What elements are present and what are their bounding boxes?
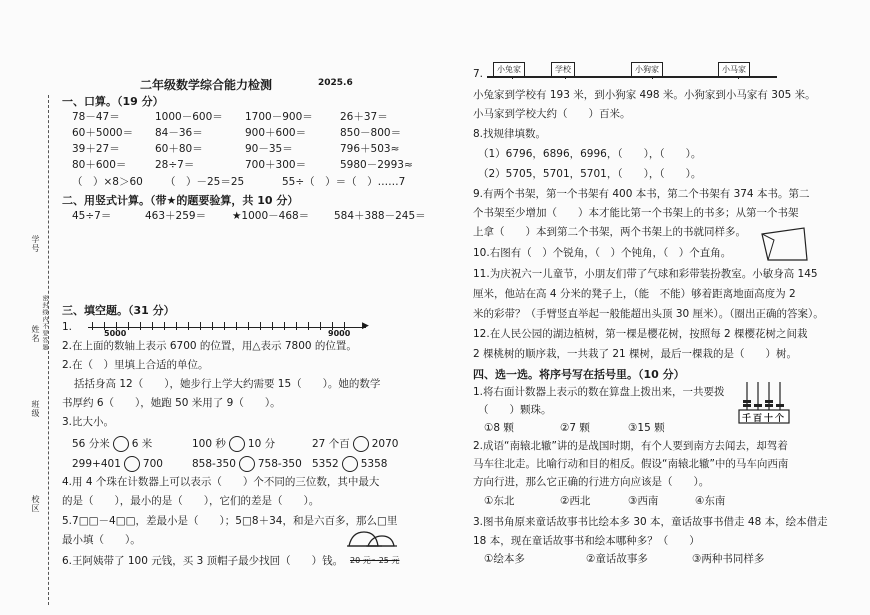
calc-item: 90－35＝ [245, 143, 293, 155]
place-box: 学校 [551, 62, 575, 77]
calc-item: 5980－2993≈ [340, 159, 413, 171]
calc-blank: （ ）－25＝25 [165, 176, 245, 188]
q11-line1: 11.为庆祝六一儿童节，小朋友们带了气球和彩带装扮教室。小敏身高 145 [473, 268, 818, 280]
calc-item: 850－800＝ [340, 127, 402, 139]
compare-circle[interactable] [239, 456, 255, 472]
q7-number: 7. [473, 68, 484, 80]
compare-right: 10 分 [247, 438, 276, 450]
calc-item: 78－47＝ [72, 111, 120, 123]
q5-line1: 5.7□□－4□□，差最小是（ ）；5□8＋34，和是六百多，那么□里 [62, 515, 398, 527]
q2-line1: 2.在（ ）里填上合适的单位。 [62, 359, 209, 371]
compare-left: 100 秒 [192, 438, 226, 450]
q4-line1: 4.用 4 个珠在计数器上可以表示（ ）个不同的三位数，其中最大 [62, 476, 380, 488]
calc-item: 39＋27＝ [72, 143, 120, 155]
compare-left: 858-350 [192, 458, 236, 470]
s4-q3-line1: 3.图书角原来童话故事书比绘本多 30 本，童话故事书借走 48 本，绘本借走 [473, 516, 828, 528]
vertical-calc-item: 463＋259＝ [145, 210, 207, 222]
calc-item: 1700－900＝ [245, 111, 313, 123]
section3-heading: 三、填空题。（31 分） [62, 304, 175, 317]
section1-heading: 一、口算。（19 分） [62, 95, 164, 108]
s4-q2-option: ④东南 [695, 495, 726, 507]
exam-page: 学号 姓名 班级 校区 密封线内不要答题 二年级数学综合能力检测 2025.6 一、口算。（19 分） 78－47＝ 1000－600＝ 1700－900＝ 26＋37＝ 60＋5000＝ 84－36＝ 900＋600＝ 850－800＝ 39＋27＝ 60＋80＝ 90－35＝ 796＋503≈ 80＋600＝ 28÷7＝ 700＋300＝ 5980－2993≈ （ ）×8＞60 （ ）－25＝25 55÷（ ）＝（ ）……7 二、用竖式计算。（带★的题要验算，共 10 分） 45÷7＝ 463＋259＝ ★1000－468＝ 584＋388－245＝ 三、填空题。（31 分） 1. ▶ 5000 9000 2.在上面的数轴上表示 6700 的位置，用△表示 7800 的位置。 2.在（ ）里填上合适的单位。 括括身高 12（ ），她步行上学大约需要 15（ ）。她的数学 书厚约 6（ ），她跑 50 米用了 9（ ）。 3.比大小。 56 分米 6 米 100 秒 10 分 27 个百 2070 299+401 700 858-350 758-350 5352 5358 4.用 4 个珠在计数器上可以表示（ ）个不同的三位数，其中最大 的是（ ），最小的是（ ），它们的差是（ ）。 5.7□□－4□□，差最小是（ ）；5□8＋34，和是六百多，那么□里 最小填（ ）。 6.王阿姨带了 100 元钱，买 3 顶帽子最少找回（ ）钱。 20 元～25 元 7. 小兔家 学校 小狗家 小马家 小兔家到学校有 193 米，到小狗家 498 米。小狗家到小马家有 305 米。 小马家到学校大约（ ）百米。 8.找规律填数。 （1）6796，6896，6996，（ ），（ ）。 （2）5705，5701，5701，（ ），（ ）。 9.有两个书架，第一个书架有 400 本书，第二个书架有 374 本书。第二 个书架至少增加（ ）本才能比第一个书架上的书多；从第一个书架 上拿（ ）本到第二个书架，两个书架上的书就同样多。 10.右图有（ ）个锐角，（ ）个钝角，（ ）个直角。 11.为庆祝六一儿童节，小朋友们带了气球和彩带装扮教室。小敏身高 145 厘米，他站在高 4 分米的凳子上，（能 不能）够着距离地面高度为 2 米的彩带？（手臂竖直举起一般能超出头顶 30 厘米）。（圈出正确的答案）。 12.在人民公园的湖边植树，第一棵是樱花树，按照每 2 棵樱花树之间栽 2 棵桃树的顺序栽，一共栽了 21 棵树，最后一棵栽的是（ ）树。 四、选一选。将序号写在括号里。（10 分） 1.将右面计数器上表示的数在算盘上拨出来，一共要拨 （ ）颗珠。 ①8 颗 ②7 颗 ③15 颗 千百十个 2.成语“南辕北辙”讲的是战国时期，有个人要到南方去闻去，却驾着 马车往北走。比喻行动和目的相反。假设“南辕北辙”中的马车向西南 方向行进，那么它正确的行进方向应该是（ ）。 ①东北 ②西北 ③西南 ④东南 3.图书角原来童话故事书比绘本多 30 本，童话故事书借走 48 本，绘本借走 18 本，现在童话故事书和绘本哪种多？（ ） ①绘本多 ②童话故事多 ③两种书同样多 [0, 0, 870, 615]
calc-item: 28÷7＝ [155, 159, 195, 171]
compare-left: 56 分米 [72, 438, 110, 450]
q2-line2: 括括身高 12（ ），她步行上学大约需要 15（ ）。她的数学 [74, 378, 381, 390]
q7-text2: 小马家到学校大约（ ）百米。 [473, 108, 631, 120]
binding-label-campus: 校区 [31, 495, 40, 513]
compare-right: 2070 [371, 438, 399, 450]
s4-q2-line3: 方向行进，那么它正确的行进方向应该是（ ）。 [473, 476, 710, 488]
s4-q1-line2: （ ）颗珠。 [478, 404, 552, 416]
compare-right: 700 [142, 458, 163, 470]
compare-item [72, 456, 163, 472]
s4-q1-option: ②7 颗 [560, 422, 590, 434]
compare-item [192, 456, 302, 472]
hat-icon [346, 528, 398, 554]
q9-line1: 9.有两个书架，第一个书架有 400 本书，第二个书架有 374 本书。第二 [473, 188, 810, 200]
q9-line2: 个书架至少增加（ ）本才能比第一个书架上的书多；从第一个书架 [473, 207, 799, 219]
compare-circle[interactable] [342, 456, 358, 472]
page-title: 二年级数学综合能力检测 [140, 78, 273, 92]
compare-right: 758-350 [257, 458, 302, 470]
calc-item: 80＋600＝ [72, 159, 127, 171]
binding-label-class: 班级 [31, 400, 40, 418]
calc-blank: 55÷（ ）＝（ ）……7 [282, 176, 406, 188]
place-box: 小马家 [718, 62, 750, 77]
s4-q3-option: ③两种书同样多 [692, 553, 765, 565]
s4-q1-line1: 1.将右面计数器上表示的数在算盘上拨出来，一共要拨 [473, 386, 725, 398]
s4-q2-option: ①东北 [484, 495, 515, 507]
compare-right: 5358 [360, 458, 388, 470]
compare-item [192, 436, 275, 452]
q1-number: 1. [62, 321, 73, 333]
q12-line2: 2 棵桃树的顺序栽，一共栽了 21 棵树，最后一棵栽的是（ ）树。 [473, 348, 798, 360]
compare-circle[interactable] [113, 436, 129, 452]
s4-q2-line2: 马车往北走。比喻行动和目的相反。假设“南辕北辙”中的马车向西南 [473, 458, 789, 470]
q11-line2: 厘米，他站在高 4 分米的凳子上，（能 不能）够着距离地面高度为 2 [473, 288, 796, 300]
q12-line1: 12.在人民公园的湖边植树，第一棵是樱花树，按照每 2 棵樱花树之间栽 [473, 328, 808, 340]
vertical-calc-item: 584＋388－245＝ [334, 210, 426, 222]
calc-item: 60＋80＝ [155, 143, 203, 155]
compare-right: 6 米 [131, 438, 153, 450]
section2-heading: 二、用竖式计算。（带★的题要验算，共 10 分） [62, 194, 299, 207]
compare-item [312, 456, 387, 472]
calc-item: 900＋600＝ [245, 127, 307, 139]
number-line-end-label: 9000 [328, 329, 351, 338]
compare-circle[interactable] [124, 456, 140, 472]
q1-instruction: 2.在上面的数轴上表示 6700 的位置，用△表示 7800 的位置。 [62, 340, 357, 352]
calc-item: 796＋503≈ [340, 143, 400, 155]
compare-item [72, 436, 152, 452]
calc-item: 60＋5000＝ [72, 127, 134, 139]
compare-left: 27 个百 [312, 438, 350, 450]
number-line-start-label: 5000 [104, 329, 127, 338]
place-box: 小兔家 [493, 62, 525, 77]
compare-circle[interactable] [353, 436, 369, 452]
calc-item: 84－36＝ [155, 127, 203, 139]
paper-shape-figure [760, 226, 810, 266]
s4-q2-line1: 2.成语“南辕北辙”讲的是战国时期，有个人要到南方去闻去，却驾着 [473, 440, 788, 452]
compare-item [312, 436, 398, 452]
binding-label-name: 姓名 [31, 325, 40, 343]
q4-line2: 的是（ ），最小的是（ ），它们的差是（ ）。 [62, 495, 320, 507]
q8-line3: （2）5705，5701，5701，（ ），（ ）。 [478, 168, 702, 180]
s4-q2-option: ③西南 [628, 495, 659, 507]
s4-q1-option: ③15 颗 [628, 422, 665, 434]
section4-heading: 四、选一选。将序号写在括号里。（10 分） [473, 368, 685, 381]
q11-line3: 米的彩带？（手臂竖直举起一般能超出头顶 30 厘米）。（圈出正确的答案）。 [473, 308, 824, 320]
abacus-place-labels: 千百十个 [742, 414, 787, 424]
place-box: 小狗家 [631, 62, 663, 77]
s4-q1-option: ①8 颗 [484, 422, 514, 434]
s4-q3-option: ①绘本多 [484, 553, 525, 565]
q10-text: 10.右图有（ ）个锐角，（ ）个钝角，（ ）个直角。 [473, 247, 732, 259]
q6-line1: 6.王阿姨带了 100 元钱，买 3 顶帽子最少找回（ ）钱。 [62, 555, 344, 567]
calc-item: 26＋37＝ [340, 111, 388, 123]
s4-q2-option: ②西北 [560, 495, 591, 507]
q8-line1: 8.找规律填数。 [473, 128, 547, 140]
q9-line3: 上拿（ ）本到第二个书架，两个书架上的书就同样多。 [473, 226, 746, 238]
binding-label-id: 学号 [31, 235, 40, 253]
exam-date: 2025.6 [318, 78, 353, 88]
q5-line2: 最小填（ ）。 [62, 534, 141, 546]
hat-price: 20 元～25 元 [350, 556, 400, 565]
calc-item: 1000－600＝ [155, 111, 223, 123]
vertical-calc-item: 45÷7＝ [72, 210, 112, 222]
q2-line3: 书厚约 6（ ），她跑 50 米用了 9（ ）。 [62, 397, 281, 409]
binding-note: 密封线内不要答题 [41, 295, 48, 351]
compare-left: 5352 [312, 458, 339, 470]
calc-blank: （ ）×8＞60 [72, 176, 143, 188]
q8-line2: （1）6796，6896，6996，（ ），（ ）。 [478, 148, 702, 160]
calc-item: 700＋300＝ [245, 159, 307, 171]
compare-circle[interactable] [229, 436, 245, 452]
s4-q3-option: ②童话故事多 [586, 553, 648, 565]
q7-text: 小兔家到学校有 193 米，到小狗家 498 米。小狗家到小马家有 305 米。 [473, 89, 816, 101]
vertical-calc-item: ★1000－468＝ [232, 210, 310, 222]
compare-left: 299+401 [72, 458, 121, 470]
s4-q3-line2: 18 本，现在童话故事书和绘本哪种多？（ ） [473, 535, 700, 547]
q3-line1: 3.比大小。 [62, 416, 115, 428]
